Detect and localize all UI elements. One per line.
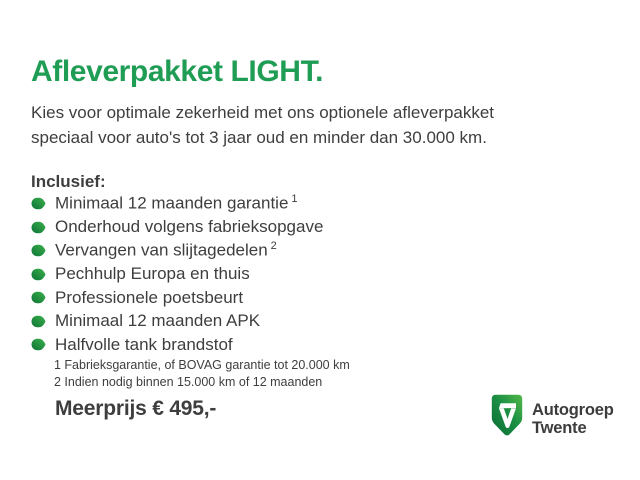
list-item-label — [55, 193, 298, 214]
leaf-bullet-icon — [31, 315, 46, 328]
leaf-bullet-icon — [31, 197, 46, 210]
list-item — [31, 216, 323, 240]
feature-list — [31, 192, 323, 357]
list-item — [31, 239, 323, 263]
item-label-text: Vervangen van slijtagedelen — [55, 241, 268, 261]
page-title: Afleverpakket LIGHT. — [31, 55, 324, 88]
list-item-label — [55, 264, 250, 284]
list-item-label — [55, 288, 243, 308]
logo-line-2: Twente — [532, 419, 587, 437]
item-label-text: Minimaal 12 maanden APK — [55, 311, 261, 331]
list-item — [31, 263, 323, 287]
logo-line-1: Autogroep — [532, 401, 614, 419]
list-item-label — [55, 335, 233, 355]
list-item — [31, 310, 323, 334]
item-label-text: Halfvolle tank brandstof — [55, 334, 233, 354]
item-label-text: Pechhulp Europa en thuis — [55, 264, 250, 284]
intro-line-2: speciaal voor auto's tot 3 jaar oud en minder dan 30.000 km. — [31, 128, 487, 147]
list-heading: Inclusief: — [31, 172, 106, 191]
price-label: Meerprijs € 495,- — [55, 397, 217, 420]
footnotes — [54, 357, 350, 390]
item-label-text: Onderhoud volgens fabrieksopgave — [55, 217, 324, 237]
logo-text — [532, 401, 614, 437]
leaf-bullet-icon — [31, 291, 46, 304]
item-superscript: 1 — [291, 193, 298, 206]
item-superscript: 2 — [270, 240, 277, 253]
item-label-text: Minimaal 12 maanden garantie — [55, 194, 289, 214]
leaf-bullet-icon — [31, 338, 46, 351]
list-item-label — [55, 311, 260, 331]
footnote-2: 2 Indien nodig binnen 15.000 km of 12 maanden — [54, 374, 323, 389]
list-item-label — [55, 240, 277, 261]
leaf-bullet-icon — [31, 244, 46, 257]
footnote-1: 1 Fabrieksgarantie, of BOVAG garantie tot 20.000 km — [54, 358, 350, 372]
autogroep-twente-logo — [491, 394, 614, 438]
leaf-bullet-icon — [31, 221, 46, 234]
leaf-bullet-icon — [31, 268, 46, 281]
list-item — [31, 286, 323, 310]
shield-a-logo-icon — [491, 394, 523, 438]
intro-text — [31, 100, 494, 150]
intro-line-1: Kies voor optimale zekerheid met ons optionele afleverpakket — [31, 103, 495, 122]
item-label-text: Professionele poetsbeurt — [55, 287, 244, 307]
list-item — [31, 333, 323, 357]
list-item-label — [55, 217, 323, 237]
list-item — [31, 192, 323, 216]
